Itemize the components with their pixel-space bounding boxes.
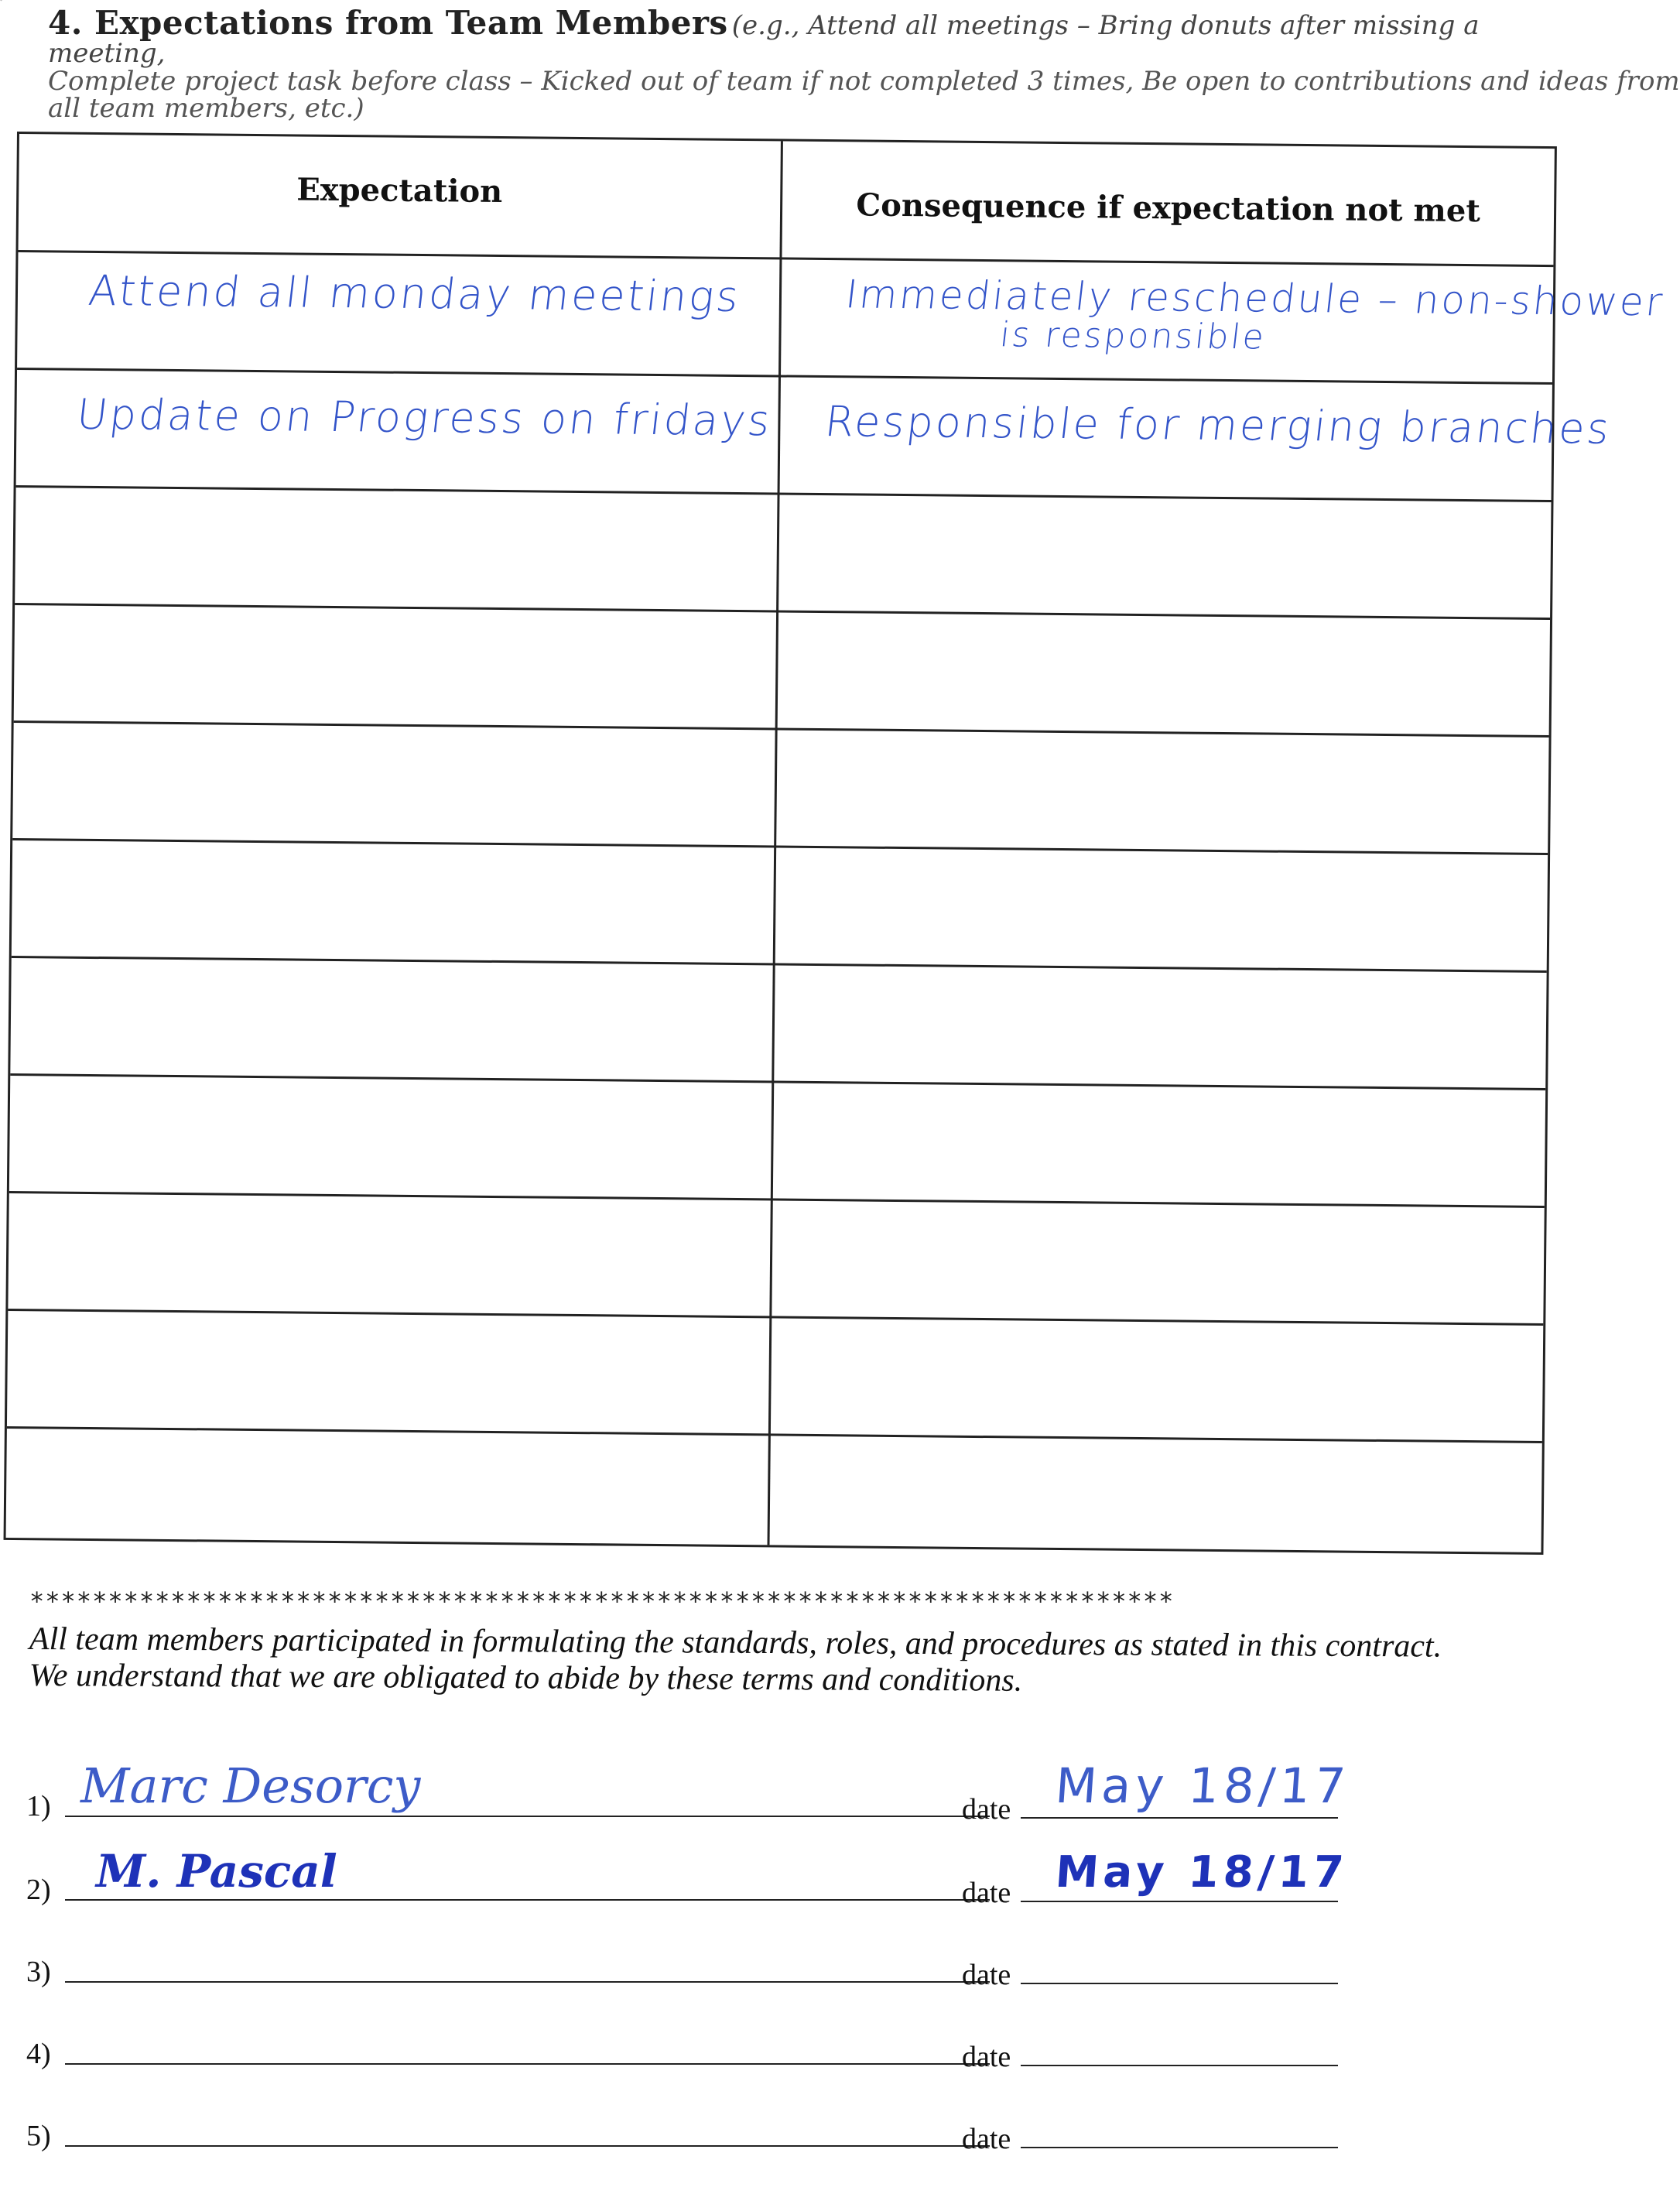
- table-row-divider: [7, 1426, 1542, 1443]
- signature-number: 5): [26, 2120, 51, 2152]
- date-label: date: [962, 2123, 1011, 2155]
- date-line[interactable]: [1021, 2147, 1338, 2148]
- agreement-line2: We understand that we are obligated to abide by these terms and conditions.: [29, 1658, 1023, 1699]
- date-label: date: [962, 1793, 1011, 1826]
- signature-line[interactable]: [65, 1816, 990, 1817]
- date-label: date: [962, 2041, 1011, 2073]
- header-expectation: Expectation: [296, 171, 503, 210]
- separator-asterisks: *************************************************************************: [29, 1586, 1175, 1616]
- agreement-line1: All team members participated in formulating the standards, roles, and procedures as stated in this contract.: [29, 1621, 1442, 1665]
- signature-number: 4): [26, 2038, 51, 2070]
- table-row-divider: [9, 1191, 1545, 1208]
- header-consequence: Consequence if expectation not met: [856, 187, 1481, 230]
- section-title: 4. Expectations from Team Members: [48, 4, 728, 42]
- section-example-line2: Complete project task before class – Kicked out of team if not completed 3 times, Be open to contributions and ideas from: [48, 65, 1680, 97]
- signature-row-3: [26, 1938, 1342, 1992]
- date-handwritten: May 18/17: [1053, 1847, 1350, 1898]
- signature-number: 3): [26, 1956, 51, 1988]
- table-row-1-consequence-line2: is responsible: [997, 315, 1268, 358]
- table-row-divider: [17, 368, 1552, 385]
- signature-row-2: [26, 1845, 1350, 1910]
- table-row-divider: [16, 485, 1552, 502]
- table-row-1-consequence-line1: Immediately reschedule – non-shower: [843, 272, 1667, 325]
- signature-line[interactable]: [65, 1981, 990, 1983]
- table-row-divider: [15, 603, 1550, 620]
- signature-number: 2): [26, 1874, 51, 1906]
- date-label: date: [962, 1877, 1011, 1909]
- table-row-divider: [10, 1073, 1545, 1090]
- table-column-divider: [768, 141, 783, 1545]
- signature-handwritten: M. Pascal: [96, 1845, 337, 1898]
- table-row-divider: [12, 956, 1547, 973]
- table-row-divider: [19, 250, 1554, 267]
- signature-line[interactable]: [65, 1899, 990, 1901]
- table-row-2-expectation: Update on Progress on fridays: [74, 389, 775, 446]
- signature-row-5: [26, 2102, 1342, 2156]
- signature-row-1: [26, 1757, 1353, 1826]
- table-row-divider: [8, 1309, 1543, 1326]
- signature-number: 1): [26, 1790, 51, 1823]
- page-corner-mark: [0, 0, 25, 14]
- date-line[interactable]: [1021, 2065, 1338, 2066]
- table-row-divider: [14, 720, 1549, 738]
- signature-line[interactable]: [65, 2063, 990, 2065]
- expectations-table: [4, 132, 1667, 1555]
- date-line[interactable]: [1021, 1901, 1338, 1902]
- table-row-divider: [12, 838, 1548, 855]
- date-handwritten: May 18/17: [1053, 1757, 1353, 1814]
- signature-handwritten: Marc Desorcy: [80, 1757, 421, 1814]
- date-line[interactable]: [1021, 1983, 1338, 1984]
- section-example-line3: all team members, etc.): [48, 93, 364, 125]
- date-label: date: [962, 1959, 1011, 1991]
- agreement-statement: [29, 1621, 1569, 1703]
- signature-line[interactable]: [65, 2145, 990, 2147]
- section-heading: [48, 4, 1680, 125]
- signature-row-4: [26, 2020, 1342, 2074]
- table-row-1-expectation: Attend all monday meetings: [86, 265, 744, 321]
- date-line[interactable]: [1021, 1817, 1338, 1819]
- section-example-line1: (e.g., Attend all meetings – Bring donuts after missing a meeting,: [48, 10, 1480, 70]
- table-row-2-consequence-line1: Responsible for merging branches: [822, 397, 1614, 453]
